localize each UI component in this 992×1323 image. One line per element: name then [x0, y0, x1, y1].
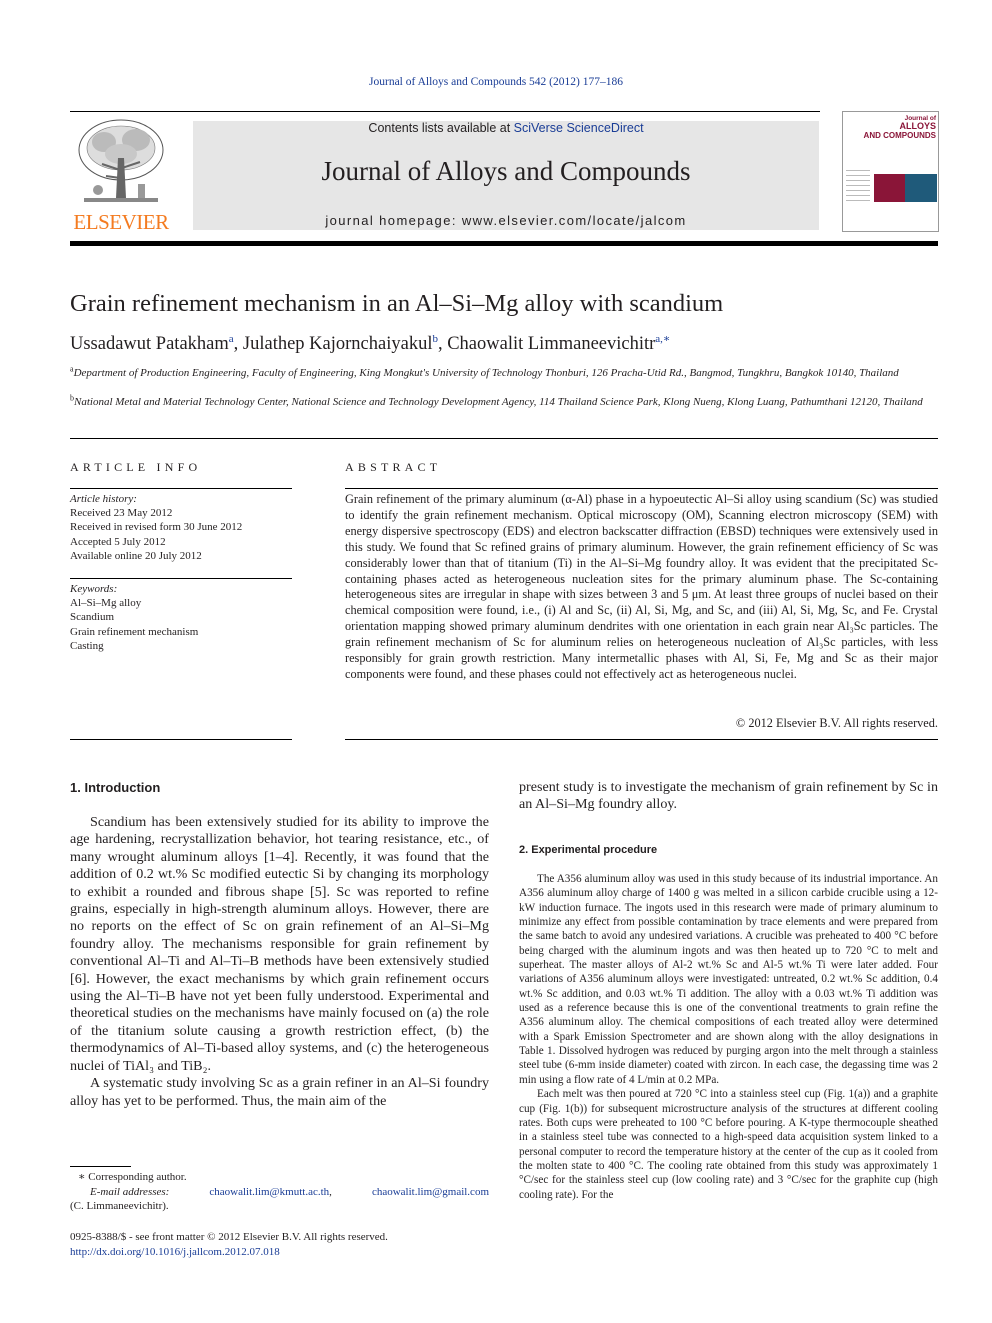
- elsevier-wordmark: ELSEVIER: [73, 210, 169, 234]
- journal-title: Journal of Alloys and Compounds: [321, 156, 691, 186]
- affiliation-text: Department of Production Engineering, Faculty of Engineering, King Mongkut's University of Technology Thonburi, 126 Pracha-Utid Rd., Bangmod, Tungkhru, Bangkok 10140, Thailand: [73, 367, 899, 379]
- paragraph: Each melt was then poured at 720 °C into a stainless steel cup (Fig. 1(a)) and a graphite cup (Fig. 1(b)) for subsequent microstructure analysis of the structures at different cooling rates. Both cups were preheated to 100 °C before pouring. A K-type thermocouple sheathed in a stainless steel tube was connected to a high-speed data acquisition system linked to a personal computer to record the temperature history at the center of the cup as it cooled from the molten state to 400 °C. The cooling rate obtained from this study was approximately 1 °C/sec for the stainless steel cup (low cooling rate) and 3 °C/sec for the graphite cup (high cooling rate). For the: [519, 1088, 938, 1201]
- sciencedirect-link[interactable]: SciVerse ScienceDirect: [513, 121, 644, 135]
- introduction-body: [70, 814, 489, 1110]
- cover-blue-block: [905, 174, 937, 202]
- abstract-text: Grain refinement of the primary aluminum (α-Al) phase in a hypoeutectic Al–Si alloy using scandium (Sc) was studied to identify the grain refinement mechanism. Optical microscopy (OM), Scanning electron microscopy (SEM) with energy dispersive spectroscopy (EDS) and electron backscatter diffraction (EBSD) techniques were extensively used in this study. We found that Sc refined grains of primary aluminum. However, the grain refinement efficiency of Sc was considerably lower than that of titanium (Ti) in the Al–Si–Mg foundry alloy. It was evident that the precipitated Sc-containing phases acted as heterogeneous nucleation sites for the primary aluminum phase. The Sc-containing heterogeneous sites are irregular in shape with sizes between 3 and 5 μm. At least three groups of nuclei based on their chemical composition were found, i.e., (i) Al and Sc, (ii) Al, Si, Mg, and Sc, and (iii) Al, Si, Mg, Sc, and Fe. Crystal orientation mapping showed primary aluminum dendrites with one orientation in each grain near Al₃Sc particles. The grain refinement mechanism of Sc for aluminum relies on heterogeneous nucleation of Al₃Sc particles, with less responsibly for grain growth restriction. Many intermetallic phases with Al, Si, Fe, Mg and Sc as their major components were found, and these phases could not effectively act as heterogeneous nuclei.: [345, 492, 938, 681]
- affiliation-text: National Metal and Material Technology Center, National Science and Technology Development Agency, 114 Thailand Science Park, Klong Nueng, Klong Luang, Pathumthani 12120, Thailand: [74, 396, 923, 408]
- header-top-rule: [70, 111, 820, 112]
- article-info-rule: [70, 739, 292, 740]
- history-item: Received 23 May 2012: [70, 507, 173, 520]
- affiliation-a: [70, 366, 938, 381]
- article-info-rule: [70, 578, 292, 579]
- doi-link[interactable]: http://dx.doi.org/10.1016/j.jallcom.2012.07.018: [70, 1245, 280, 1258]
- article-info-heading: ARTICLE INFO: [70, 460, 202, 474]
- author-affiliation-mark[interactable]: a,∗: [655, 332, 671, 345]
- paragraph: The A356 aluminum alloy was used in this study because of its industrial importance. An A356 aluminum alloy charge of 1400 g was melted in a silicon carbide crucible using a 12-kW induction furnace. The ingots used in this research were made of primary aluminum to minimize any effect from possible contamination by trace elements and were prepared from the same batch to avoid any undesired variations. A crucible was preheated to 400 °C before being charged with the aluminum ingots and was then heated up to 720 °C to melt and superheat. The master alloys of Al-2 wt.% Sc and Al-5 wt.% Ti were later added. Four variations of A356 aluminum alloys were investigated: untreated, 0.2 wt.% Sc addition, 0.4 wt.% Sc addition, and 0.03 wt.% Ti addition. The alloy with a 0.03 wt.% Ti addition was used as a reference because this is one of the conventional treatments to grain refine the A356 aluminum alloy. The chemical compositions of each treated alloy were determined with a Spark Emission Spectrometer and are shown along with the alloy designations in Table 1. Dissolved hydrogen was reduced by purging argon into the melt through a stainless steel tube (6-mm inside diameter) coated with zircon. In each case, the degassing time was 2 min using a flow rate of 4 L/min at 0.2 MPa.: [519, 873, 938, 1086]
- author-list: [70, 334, 670, 355]
- copyright-notice: © 2012 Elsevier B.V. All rights reserved.: [735, 716, 938, 730]
- author-affiliation-mark[interactable]: a: [228, 332, 234, 345]
- abstract-heading: ABSTRACT: [345, 460, 442, 474]
- affiliation-b: [70, 395, 938, 410]
- footnote-rule: [70, 1166, 131, 1167]
- author-affiliation-mark[interactable]: b: [432, 332, 438, 345]
- paragraph: A systematic study involving Sc as a grain refiner in an Al–Si foundry alloy has yet to be performed. Thus, the main aim of the: [70, 1075, 489, 1109]
- cover-title-line: AND COMPOUNDS: [863, 131, 936, 140]
- contents-prefix: Contents lists available at: [368, 121, 514, 135]
- keywords-label: Keywords:: [70, 583, 118, 595]
- abstract-rule: [345, 739, 938, 740]
- history-label: Article history:: [70, 493, 137, 505]
- journal-citation-link[interactable]: Journal of Alloys and Compounds 542 (2012) 177–186: [369, 76, 623, 88]
- history-item: Available online 20 July 2012: [70, 549, 202, 562]
- affiliation-mark: a: [70, 364, 74, 374]
- affiliation-mark: b: [70, 393, 74, 403]
- email-owner: (C. Limmaneevichitr).: [70, 1200, 169, 1212]
- keyword-item: Al–Si–Mg alloy: [70, 597, 142, 610]
- elsevier-tree-icon: [74, 118, 168, 210]
- cover-title-line: Journal of: [904, 115, 936, 122]
- contents-line: [193, 121, 819, 135]
- keyword-item: Grain refinement mechanism: [70, 625, 199, 638]
- email-link[interactable]: chaowalit.lim@kmutt.ac.th: [209, 1185, 330, 1198]
- introduction-heading: 1. Introduction: [70, 780, 161, 795]
- journal-homepage-link[interactable]: journal homepage: www.elsevier.com/locate/jalcom: [325, 213, 687, 228]
- cover-red-block: [874, 174, 905, 202]
- keyword-item: Casting: [70, 639, 104, 652]
- article-info-rule: [70, 488, 292, 489]
- experimental-heading: 2. Experimental procedure: [519, 844, 658, 856]
- author-name[interactable]: Chaowalit Limmaneevichitr: [447, 334, 656, 354]
- author-name[interactable]: Julathep Kajornchaiyakul: [242, 334, 433, 354]
- history-item: Accepted 5 July 2012: [70, 535, 166, 548]
- paragraph: Scandium has been extensively studied for its ability to improve the age hardening, recrystallization behavior, hot tearing resistance, etc., of many wrought aluminum alloys [1–4]. Recently, it was found that the addition of 0.2 wt.% Sc modified eutectic Si by changing its morphology to exhibit a rounded and fibrous shape [5]. Sc was reported to refine grains, especially in high-strength aluminum alloys. However, there are no reports on the effect of Sc on grain refinement of an Al–Si–Mg foundry alloy. The mechanisms responsible for grain refinement by conventional Al–Ti and Al–Ti–B methods have been extensively studied [6]. However, the exact mechanisms by which grain refinement occurs using the Al–Ti–B have not yet been fully understood. Experimental and theoretical studies on the mechanisms have mainly focused on (a) the role of the titanium solute causing a growth restriction effect, (b) the thermodynamics of Al–Ti-based alloy systems, and (c) the heterogeneous nuclei of TiAl₃ and TiB₂.: [70, 814, 489, 1074]
- email-line: [70, 1185, 489, 1200]
- experimental-body: [519, 872, 938, 1202]
- front-matter: [70, 1230, 388, 1259]
- corresponding-author-note: ∗ Corresponding author.: [78, 1171, 187, 1183]
- header-thick-rule: [70, 241, 938, 246]
- keyword-item: Scandium: [70, 611, 114, 624]
- affiliation-rule: [70, 438, 938, 439]
- cover-title-line: ALLOYS: [899, 121, 936, 131]
- email-separator: ,: [329, 1185, 332, 1198]
- cover-title: [846, 115, 936, 140]
- footnotes: [70, 1170, 489, 1214]
- article-history: [70, 492, 292, 563]
- issn-line: 0925-8388/$ - see front matter © 2012 Elsevier B.V. All rights reserved.: [70, 1231, 388, 1243]
- keywords: [70, 582, 292, 653]
- journal-cover-thumbnail[interactable]: [842, 111, 939, 232]
- elsevier-logo[interactable]: [70, 118, 172, 234]
- email-label: E-mail addresses:: [90, 1185, 170, 1198]
- article-title: Grain refinement mechanism in an Al–Si–Mg alloy with scandium: [70, 290, 724, 317]
- cover-text-lines: [846, 170, 870, 205]
- author-separator: ,: [437, 334, 448, 354]
- abstract-rule: [345, 488, 938, 489]
- author-name[interactable]: Ussadawut Patakham: [70, 334, 229, 354]
- email-link[interactable]: chaowalit.lim@gmail.com: [371, 1185, 489, 1198]
- author-separator: ,: [233, 334, 243, 354]
- history-item: Received in revised form 30 June 2012: [70, 521, 243, 534]
- introduction-continuation: present study is to investigate the mechanism of grain refinement by Sc in an Al–Si–Mg foundry alloy.: [519, 779, 938, 813]
